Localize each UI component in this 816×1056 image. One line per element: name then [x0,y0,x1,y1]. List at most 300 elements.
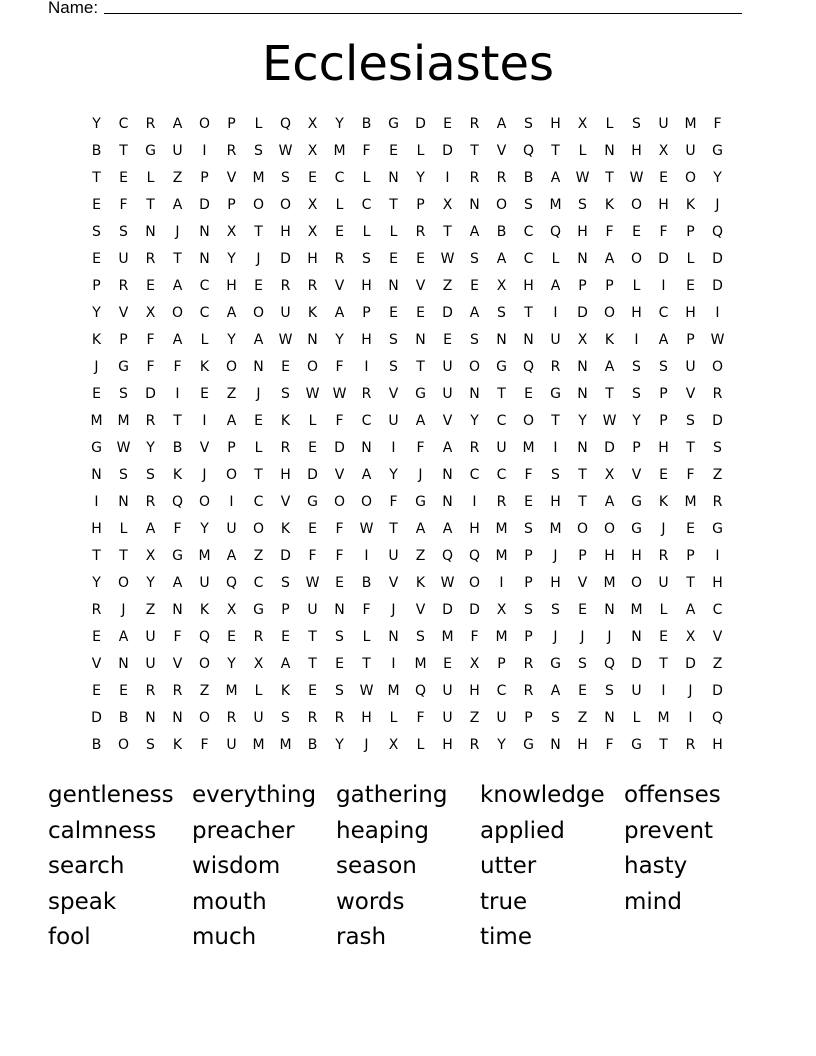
grid-letter: A [118,629,129,645]
grid-letter: H [361,278,372,294]
grid-letter: V [280,494,291,510]
grid-row [83,516,731,543]
grid-letter: R [145,683,156,699]
grid-letter: H [712,737,723,753]
grid-letter: K [91,332,102,348]
grid-letter: U [280,305,291,321]
grid-letter: H [631,305,642,321]
grid-letter: E [659,170,668,186]
grid-letter: T [551,413,560,429]
word-bank-item: search [48,853,125,879]
grid-letter: A [172,278,183,294]
grid-letter: G [631,494,642,510]
grid-letter: J [256,386,261,402]
grid-letter: B [496,224,507,240]
grid-letter: V [496,143,507,159]
grid-letter: C [361,413,372,429]
grid-letter: M [684,494,697,510]
grid-letter: X [685,629,696,645]
grid-letter: O [252,197,265,213]
grid-letter: A [604,494,615,510]
grid-row [83,246,731,273]
grid-letter: N [631,629,642,645]
grid-letter: E [443,656,452,672]
grid-letter: I [391,440,396,456]
grid-letter: H [523,278,534,294]
grid-letter: Y [632,413,641,429]
grid-letter: T [173,413,182,429]
grid-letter: F [173,359,182,375]
grid-letter: L [686,251,695,267]
grid-letter: M [603,575,616,591]
grid-letter: K [280,521,291,537]
word-bank-item: hasty [624,853,688,879]
grid-letter: R [415,224,426,240]
grid-letter: B [523,170,534,186]
grid-letter: P [92,278,101,294]
grid-letter: K [199,602,210,618]
grid-letter: S [659,359,668,375]
grid-letter: W [629,170,644,186]
word-bank-item: everything [192,782,317,808]
grid-letter: U [145,629,156,645]
grid-letter: F [146,359,155,375]
grid-letter: C [658,305,669,321]
grid-letter: P [632,440,641,456]
word-bank-item: mind [624,888,682,915]
grid-letter: M [198,548,211,564]
grid-letter: V [631,467,642,483]
grid-letter: T [686,575,695,591]
grid-letter: D [280,251,291,267]
grid-letter: D [712,413,723,429]
word-bank-item: gathering [336,782,448,808]
grid-letter: A [658,332,669,348]
grid-letter: O [468,359,481,375]
grid-letter: O [522,413,535,429]
grid-letter: C [523,251,534,267]
grid-letter: S [470,332,479,348]
grid-letter: N [172,602,183,618]
grid-letter: I [229,494,234,510]
grid-letter: R [172,683,183,699]
grid-letter: O [360,494,373,510]
grid-letter: E [578,683,587,699]
grid-letter: E [389,251,398,267]
grid-letter: R [280,440,291,456]
grid-letter: Q [522,143,535,159]
grid-letter: X [658,143,669,159]
grid-letter: C [361,197,372,213]
grid-letter: F [605,224,614,240]
grid-letter: X [145,305,156,321]
grid-letter: P [686,224,695,240]
grid-letter: Z [442,278,453,294]
grid-letter: Q [414,683,427,699]
grid-letter: W [440,251,455,267]
grid-letter: L [146,170,155,186]
grid-letter: K [172,467,183,483]
grid-letter: I [499,575,504,591]
grid-row [83,543,731,570]
grid-letter: S [605,683,614,699]
grid-letter: A [442,521,453,537]
grid-letter: V [577,575,588,591]
grid-letter: E [443,332,452,348]
grid-letter: Q [522,359,535,375]
grid-letter: P [227,116,236,132]
grid-letter: O [630,197,643,213]
grid-letter: J [553,548,558,564]
grid-letter: H [577,224,588,240]
grid-row [83,192,731,219]
grid-letter: T [389,521,398,537]
grid-letter: W [278,332,293,348]
grid-letter: G [172,548,183,564]
grid-letter: O [495,197,508,213]
grid-letter: P [686,548,695,564]
grid-letter: M [630,602,643,618]
word-bank-item: much [192,924,257,950]
grid-letter: E [92,629,101,645]
grid-letter: F [119,197,128,213]
grid-letter: A [604,251,615,267]
grid-letter: L [605,116,614,132]
grid-letter: V [172,656,183,672]
grid-letter: E [308,521,317,537]
grid-letter: U [145,656,156,672]
grid-letter: S [578,656,587,672]
grid-letter: D [307,467,318,483]
grid-letter: G [253,602,264,618]
word-bank-item: applied [480,817,565,844]
grid-letter: P [497,656,506,672]
grid-letter: L [362,224,371,240]
grid-letter: V [226,170,237,186]
grid-letter: B [307,737,318,753]
grid-letter: P [362,305,371,321]
grid-letter: E [200,386,209,402]
grid-letter: Z [253,548,264,564]
grid-letter: N [577,359,588,375]
grid-letter: Q [603,656,616,672]
word-bank-item: fool [48,924,91,950]
grid-letter: X [469,656,480,672]
grid-letter: R [523,683,534,699]
grid-letter: S [92,224,101,240]
grid-letter: S [632,386,641,402]
grid-letter: N [145,710,156,726]
grid-row [83,408,731,435]
grid-letter: B [118,710,129,726]
grid-letter: V [334,467,345,483]
grid-letter: R [226,710,237,726]
grid-letter: Q [441,548,454,564]
grid-letter: Y [227,332,236,348]
grid-letter: T [416,359,425,375]
grid-letter: E [146,278,155,294]
grid-letter: U [550,332,561,348]
grid-letter: I [364,548,369,564]
grid-letter: I [553,305,558,321]
grid-letter: L [254,116,263,132]
grid-letter: W [440,575,455,591]
grid-row [83,273,731,300]
grid-letter: S [389,332,398,348]
grid-letter: B [172,440,183,456]
grid-letter: Y [200,521,209,537]
grid-letter: C [469,467,480,483]
grid-letter: N [91,467,102,483]
grid-letter: O [171,305,184,321]
grid-letter: G [307,494,318,510]
grid-letter: E [335,575,344,591]
grid-letter: I [364,359,369,375]
grid-letter: J [553,629,558,645]
grid-letter: U [685,359,696,375]
grid-letter: P [227,440,236,456]
grid-letter: R [118,278,129,294]
grid-letter: E [92,197,101,213]
grid-letter: S [335,629,344,645]
grid-letter: N [577,440,588,456]
grid-letter: A [226,305,237,321]
grid-letter: E [686,278,695,294]
grid-letter: T [659,656,668,672]
grid-letter: R [658,548,669,564]
grid-letter: D [631,656,642,672]
grid-letter: G [91,440,102,456]
grid-letter: S [281,170,290,186]
grid-letter: W [305,386,320,402]
grid-letter: T [92,548,101,564]
grid-letter: K [604,197,615,213]
grid-letter: P [578,278,587,294]
grid-letter: H [361,710,372,726]
grid-letter: Q [171,494,184,510]
grid-letter: U [172,143,183,159]
grid-letter: X [307,224,318,240]
grid-letter: E [281,359,290,375]
name-underline [104,13,742,14]
grid-letter: E [524,494,533,510]
grid-letter: P [524,575,533,591]
grid-letter: I [445,170,450,186]
grid-letter: S [497,305,506,321]
grid-letter: R [334,710,345,726]
grid-letter: Z [469,710,480,726]
grid-letter: E [92,386,101,402]
grid-letter: F [605,737,614,753]
grid-letter: X [388,737,399,753]
word-bank-item: season [336,853,417,879]
grid-letter: F [524,467,533,483]
grid-letter: M [522,440,535,456]
grid-letter: S [146,737,155,753]
grid-letter: X [226,224,237,240]
grid-letter: N [577,251,588,267]
grid-letter: G [712,143,723,159]
grid-letter: U [307,602,318,618]
grid-letter: S [389,359,398,375]
grid-letter: A [280,656,291,672]
grid-letter: N [469,197,480,213]
grid-letter: X [577,116,588,132]
grid-letter: Q [279,116,292,132]
grid-row [83,597,731,624]
grid-row [83,732,731,759]
grid-letter: L [200,332,209,348]
grid-letter: R [712,386,723,402]
grid-letter: M [549,197,562,213]
grid-row [83,678,731,705]
grid-row [83,489,731,516]
grid-letter: F [470,629,479,645]
grid-letter: B [91,737,102,753]
grid-row [83,165,731,192]
grid-letter: J [391,602,396,618]
grid-letter: N [118,494,129,510]
grid-letter: V [712,629,723,645]
grid-letter: E [254,278,263,294]
grid-letter: L [335,197,344,213]
grid-letter: F [416,440,425,456]
grid-letter: U [631,683,642,699]
grid-letter: P [119,332,128,348]
grid-letter: S [524,602,533,618]
grid-letter: H [577,737,588,753]
grid-letter: J [121,602,126,618]
grid-letter: O [603,305,616,321]
grid-letter: P [659,386,668,402]
grid-letter: N [307,332,318,348]
grid-letter: T [254,224,263,240]
grid-letter: S [254,143,263,159]
grid-letter: W [116,440,131,456]
grid-letter: T [443,224,452,240]
grid-letter: C [253,494,264,510]
grid-letter: U [658,575,669,591]
grid-letter: Y [497,737,506,753]
grid-letter: I [661,683,666,699]
grid-letter: F [146,332,155,348]
word-bank-item: time [480,924,532,950]
grid-letter: O [252,521,265,537]
grid-letter: F [362,143,371,159]
grid-letter: O [630,251,643,267]
grid-letter: N [199,251,210,267]
grid-letter: P [524,629,533,645]
grid-letter: B [361,575,372,591]
grid-letter: U [496,440,507,456]
grid-letter: F [335,521,344,537]
grid-letter: V [442,413,453,429]
grid-letter: A [496,116,507,132]
grid-letter: L [254,440,263,456]
grid-letter: T [119,143,128,159]
grid-letter: N [118,656,129,672]
grid-letter: P [524,710,533,726]
grid-letter: J [256,251,261,267]
grid-letter: T [362,656,371,672]
grid-letter: V [334,278,345,294]
grid-letter: A [415,413,426,429]
grid-letter: A [334,305,345,321]
grid-letter: C [199,278,210,294]
grid-letter: T [308,656,317,672]
grid-letter: L [632,710,641,726]
grid-letter: M [252,737,265,753]
grid-letter: J [688,683,693,699]
grid-letter: X [307,116,318,132]
grid-letter: W [602,413,617,429]
grid-letter: Q [711,710,724,726]
grid-letter: A [415,521,426,537]
grid-letter: Y [335,116,344,132]
grid-letter: N [199,224,210,240]
grid-letter: W [575,170,590,186]
grid-letter: S [524,116,533,132]
grid-letter: E [308,440,317,456]
grid-letter: R [469,440,480,456]
grid-letter: A [550,683,561,699]
grid-letter: N [496,332,507,348]
grid-letter: T [578,467,587,483]
grid-letter: I [94,494,99,510]
grid-letter: A [469,224,480,240]
grid-letter: E [416,251,425,267]
grid-letter: I [202,413,207,429]
grid-letter: O [333,494,346,510]
page-title: Ecclesiastes [261,36,555,92]
grid-row [83,354,731,381]
grid-letter: T [659,737,668,753]
grid-letter: N [523,332,534,348]
grid-letter: H [658,440,669,456]
grid-letter: E [335,656,344,672]
grid-letter: K [307,305,318,321]
grid-letter: U [226,521,237,537]
grid-letter: Q [198,629,211,645]
grid-letter: A [172,332,183,348]
grid-letter: O [306,359,319,375]
grid-letter: P [227,197,236,213]
grid-letter: L [416,143,425,159]
grid-letter: S [119,386,128,402]
grid-letter: D [199,197,210,213]
grid-letter: D [91,710,102,726]
grid-letter: A [145,521,156,537]
grid-letter: J [661,521,666,537]
grid-letter: Y [416,170,425,186]
grid-letter: S [146,467,155,483]
grid-letter: F [416,710,425,726]
grid-letter: R [334,251,345,267]
grid-letter: G [550,386,561,402]
grid-letter: A [226,548,237,564]
grid-letter: U [685,143,696,159]
grid-letter: T [686,440,695,456]
grid-letter: O [468,575,481,591]
grid-letter: T [470,143,479,159]
grid-letter: P [605,278,614,294]
grid-letter: G [388,116,399,132]
grid-row [83,705,731,732]
grid-letter: H [550,494,561,510]
grid-letter: J [418,467,423,483]
grid-letter: C [496,683,507,699]
grid-letter: B [361,116,372,132]
